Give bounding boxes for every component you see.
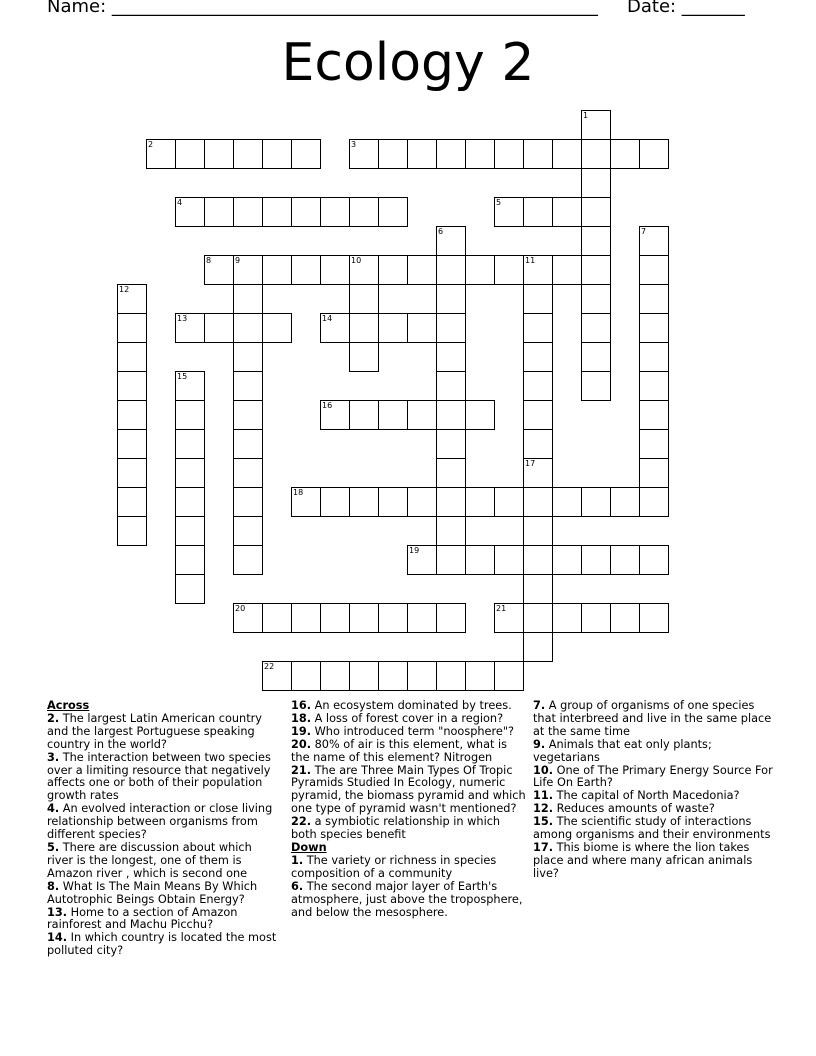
- grid-cell[interactable]: [320, 400, 350, 430]
- across-clue: [47, 752, 279, 804]
- grid-cell[interactable]: [233, 197, 263, 227]
- grid-cell[interactable]: [639, 139, 669, 169]
- across-clue: [47, 932, 279, 958]
- grid-cell[interactable]: [581, 342, 611, 372]
- grid-cell[interactable]: [581, 313, 611, 343]
- grid-cell[interactable]: [639, 371, 669, 401]
- across-clue: [291, 765, 529, 817]
- grid-cell[interactable]: [407, 661, 437, 691]
- down-clue: [533, 816, 773, 842]
- clue-number: 9.: [533, 737, 546, 751]
- grid-cell[interactable]: [117, 371, 147, 401]
- grid-cell[interactable]: [233, 284, 263, 314]
- cell-number: 22: [264, 662, 275, 671]
- grid-cell[interactable]: [262, 603, 292, 633]
- grid-cell[interactable]: [233, 516, 263, 546]
- clue-number: 3.: [47, 750, 60, 764]
- page-title: Ecology 2: [281, 33, 535, 93]
- clue-number: 16.: [291, 699, 312, 712]
- grid-cell[interactable]: [465, 487, 495, 517]
- grid-cell[interactable]: [465, 661, 495, 691]
- grid-cell[interactable]: [407, 545, 437, 575]
- grid-cell[interactable]: [175, 313, 205, 343]
- grid-cell[interactable]: [146, 139, 176, 169]
- grid-cell[interactable]: [639, 545, 669, 575]
- grid-cell[interactable]: [349, 487, 379, 517]
- grid-cell[interactable]: [523, 458, 553, 488]
- grid-cell[interactable]: [349, 139, 379, 169]
- clue-number: 4.: [47, 802, 60, 816]
- across-clue: [47, 842, 279, 881]
- clue-number: 11.: [533, 789, 554, 803]
- clue-text: 80% of air is this element, what is the name of this element? Nitrogen: [291, 737, 508, 764]
- grid-cell[interactable]: [407, 487, 437, 517]
- grid-cell[interactable]: [291, 255, 321, 285]
- grid-cell[interactable]: [436, 342, 466, 372]
- grid-cell[interactable]: [204, 255, 234, 285]
- grid-cell[interactable]: [465, 139, 495, 169]
- grid-cell[interactable]: [639, 255, 669, 285]
- clue-number: 12.: [533, 802, 554, 816]
- grid-cell[interactable]: [349, 197, 379, 227]
- cell-number: 6: [438, 227, 444, 236]
- grid-cell[interactable]: [117, 516, 147, 546]
- cell-number: 2: [148, 140, 154, 149]
- clue-text: There are discussion about which river is the longest, one of them is Amazon river , which is second one: [47, 840, 252, 880]
- clue-text: A group of organisms of one species that interbreed and live in the same place at the same time: [533, 699, 772, 738]
- grid-cell[interactable]: [378, 487, 408, 517]
- clue-number: 21.: [291, 763, 312, 777]
- clue-text: The are Three Main Types Of Tropic Pyramids Studied In Ecology, numeric pyramid, the biomass pyramid and which one type of pyramid wasn't mentioned?: [291, 763, 526, 816]
- clues-column-3: [533, 700, 773, 881]
- grid-cell[interactable]: [523, 197, 553, 227]
- clue-text: The scientific study of interactions among organisms and their environments: [533, 815, 771, 842]
- clue-number: 8.: [47, 879, 60, 893]
- grid-cell[interactable]: [552, 255, 582, 285]
- clue-text: In which country is located the most polluted city?: [47, 931, 277, 958]
- clue-number: 18.: [291, 711, 312, 725]
- grid-cell[interactable]: [175, 371, 205, 401]
- grid-cell[interactable]: [552, 487, 582, 517]
- grid-cell[interactable]: [639, 342, 669, 372]
- down-clue: [533, 842, 773, 881]
- clue-number: 1.: [291, 853, 304, 867]
- grid-cell[interactable]: [320, 487, 350, 517]
- grid-cell[interactable]: [117, 400, 147, 430]
- grid-cell[interactable]: [262, 313, 292, 343]
- grid-cell[interactable]: [465, 255, 495, 285]
- grid-cell[interactable]: [320, 313, 350, 343]
- cell-number: 15: [177, 372, 188, 381]
- grid-cell[interactable]: [610, 545, 640, 575]
- clue-number: 2.: [47, 711, 60, 725]
- clue-number: 14.: [47, 931, 68, 945]
- grid-cell[interactable]: [552, 197, 582, 227]
- grid-cell[interactable]: [465, 400, 495, 430]
- grid-cell[interactable]: [378, 139, 408, 169]
- clue-number: 13.: [47, 905, 68, 919]
- grid-cell[interactable]: [378, 255, 408, 285]
- grid-cell[interactable]: [436, 371, 466, 401]
- grid-cell[interactable]: [523, 545, 553, 575]
- clue-number: 7.: [533, 699, 546, 712]
- grid-cell[interactable]: [552, 545, 582, 575]
- grid-cell[interactable]: [175, 429, 205, 459]
- across-clue: [47, 803, 279, 842]
- grid-cell[interactable]: [581, 168, 611, 198]
- grid-cell[interactable]: [610, 139, 640, 169]
- across-clue: [291, 739, 529, 765]
- grid-cell[interactable]: [639, 400, 669, 430]
- grid-cell[interactable]: [320, 603, 350, 633]
- grid-cell[interactable]: [175, 197, 205, 227]
- grid-cell[interactable]: [523, 429, 553, 459]
- grid-cell[interactable]: [639, 313, 669, 343]
- grid-cell[interactable]: [436, 400, 466, 430]
- grid-cell[interactable]: [436, 603, 466, 633]
- down-clue: [533, 700, 773, 739]
- grid-cell[interactable]: [523, 342, 553, 372]
- across-clue: [47, 713, 279, 752]
- grid-cell[interactable]: [552, 139, 582, 169]
- grid-cell[interactable]: [175, 400, 205, 430]
- grid-cell[interactable]: [175, 139, 205, 169]
- grid-cell[interactable]: [436, 255, 466, 285]
- clue-text: This biome is where the lion takes place and where many african animals live?: [533, 840, 753, 880]
- clue-text: The capital of North Macedonia?: [556, 789, 740, 803]
- grid-cell[interactable]: [233, 400, 263, 430]
- grid-cell[interactable]: [494, 603, 524, 633]
- grid-cell[interactable]: [262, 197, 292, 227]
- grid-cell[interactable]: [175, 545, 205, 575]
- cell-number: 14: [322, 314, 333, 323]
- grid-cell[interactable]: [523, 284, 553, 314]
- grid-cell[interactable]: [117, 458, 147, 488]
- grid-cell[interactable]: [320, 661, 350, 691]
- clue-text: What Is The Main Means By Which Autotrophic Beings Obtain Energy?: [47, 879, 258, 906]
- grid-cell[interactable]: [436, 487, 466, 517]
- clue-text: The interaction between two species over a limiting resource that negatively affects one or both of their population growth rates: [47, 750, 271, 803]
- grid-cell[interactable]: [581, 197, 611, 227]
- grid-cell[interactable]: [233, 255, 263, 285]
- grid-cell[interactable]: [233, 458, 263, 488]
- clue-text: Reduces amounts of waste?: [556, 802, 715, 816]
- grid-cell[interactable]: [233, 139, 263, 169]
- cell-number: 8: [206, 256, 212, 265]
- clue-number: 5.: [47, 840, 60, 854]
- clue-text: The second major layer of Earth's atmosphere, just above the troposphere, and below the mesosphere.: [291, 879, 523, 919]
- grid-cell[interactable]: [494, 197, 524, 227]
- grid-cell[interactable]: [407, 603, 437, 633]
- cell-number: 19: [409, 546, 420, 555]
- grid-cell[interactable]: [581, 226, 611, 256]
- grid-cell[interactable]: [523, 313, 553, 343]
- cell-number: 7: [641, 227, 647, 236]
- grid-cell[interactable]: [291, 139, 321, 169]
- grid-cell[interactable]: [639, 458, 669, 488]
- grid-cell[interactable]: [494, 545, 524, 575]
- grid-cell[interactable]: [407, 139, 437, 169]
- cell-number: 18: [293, 488, 304, 497]
- grid-cell[interactable]: [494, 661, 524, 691]
- grid-cell[interactable]: [436, 545, 466, 575]
- cell-number: 11: [525, 256, 536, 265]
- grid-cell[interactable]: [378, 661, 408, 691]
- date-field[interactable]: Date: _______: [627, 0, 745, 17]
- grid-cell[interactable]: [407, 313, 437, 343]
- grid-cell[interactable]: [349, 284, 379, 314]
- grid-cell[interactable]: [175, 487, 205, 517]
- down-clue: [533, 739, 773, 765]
- grid-cell[interactable]: [117, 487, 147, 517]
- grid-cell[interactable]: [436, 661, 466, 691]
- grid-cell[interactable]: [552, 603, 582, 633]
- across-clue: [291, 816, 529, 842]
- grid-cell[interactable]: [117, 342, 147, 372]
- clue-number: 20.: [291, 737, 312, 751]
- grid-cell[interactable]: [378, 603, 408, 633]
- grid-cell[interactable]: [523, 487, 553, 517]
- grid-cell[interactable]: [233, 603, 263, 633]
- clue-text: Animals that eat only plants; vegetarians: [533, 737, 712, 764]
- grid-cell[interactable]: [378, 313, 408, 343]
- grid-cell[interactable]: [233, 371, 263, 401]
- grid-cell[interactable]: [291, 487, 321, 517]
- section-heading: Down: [291, 840, 327, 854]
- grid-cell[interactable]: [436, 516, 466, 546]
- grid-cell[interactable]: [639, 429, 669, 459]
- grid-cell[interactable]: [610, 603, 640, 633]
- grid-cell[interactable]: [494, 139, 524, 169]
- grid-cell[interactable]: [262, 139, 292, 169]
- grid-cell[interactable]: [494, 487, 524, 517]
- clue-text: Who introduced term "noosphere"?: [314, 724, 515, 738]
- grid-cell[interactable]: [436, 313, 466, 343]
- grid-cell[interactable]: [523, 516, 553, 546]
- grid-cell[interactable]: [262, 661, 292, 691]
- down-clue: [291, 855, 529, 881]
- cell-number: 5: [496, 198, 502, 207]
- grid-cell[interactable]: [639, 226, 669, 256]
- grid-cell[interactable]: [610, 487, 640, 517]
- clues-column-2: [291, 700, 529, 919]
- clue-number: 6.: [291, 879, 304, 893]
- down-clue: [533, 765, 773, 791]
- grid-cell[interactable]: [581, 139, 611, 169]
- grid-cell[interactable]: [233, 545, 263, 575]
- grid-cell[interactable]: [320, 197, 350, 227]
- grid-cell[interactable]: [407, 400, 437, 430]
- grid-cell[interactable]: [320, 255, 350, 285]
- grid-cell[interactable]: [378, 197, 408, 227]
- cell-number: 10: [351, 256, 362, 265]
- grid-cell[interactable]: [349, 661, 379, 691]
- name-field[interactable]: Name: ______________________________________________________: [47, 0, 598, 17]
- across-clue: [47, 881, 279, 907]
- grid-cell[interactable]: [581, 284, 611, 314]
- grid-cell[interactable]: [349, 313, 379, 343]
- clue-text: Home to a section of Amazon rainforest and Machu Picchu?: [47, 905, 238, 932]
- cell-number: 3: [351, 140, 357, 149]
- grid-cell[interactable]: [175, 458, 205, 488]
- grid-cell[interactable]: [349, 255, 379, 285]
- grid-cell[interactable]: [175, 516, 205, 546]
- cell-number: 12: [119, 285, 130, 294]
- clue-text: The largest Latin American country and the largest Portuguese speaking country in the world?: [47, 711, 262, 751]
- grid-cell[interactable]: [407, 255, 437, 285]
- clue-text: a symbiotic relationship in which both species benefit: [291, 815, 501, 842]
- grid-cell[interactable]: [436, 458, 466, 488]
- grid-cell[interactable]: [581, 603, 611, 633]
- grid-cell[interactable]: [262, 255, 292, 285]
- across-clue: [47, 907, 279, 933]
- grid-cell[interactable]: [523, 400, 553, 430]
- grid-cell[interactable]: [117, 429, 147, 459]
- grid-cell[interactable]: [581, 487, 611, 517]
- grid-cell[interactable]: [204, 139, 234, 169]
- cell-number: 1: [583, 111, 589, 120]
- cell-number: 16: [322, 401, 333, 410]
- grid-cell[interactable]: [639, 487, 669, 517]
- grid-cell[interactable]: [349, 603, 379, 633]
- clue-number: 15.: [533, 815, 554, 829]
- clue-number: 17.: [533, 840, 554, 854]
- cell-number: 20: [235, 604, 246, 613]
- grid-cell[interactable]: [465, 545, 495, 575]
- grid-cell[interactable]: [117, 313, 147, 343]
- grid-cell[interactable]: [639, 284, 669, 314]
- grid-cell[interactable]: [291, 661, 321, 691]
- grid-cell[interactable]: [436, 139, 466, 169]
- grid-cell[interactable]: [291, 603, 321, 633]
- grid-cell[interactable]: [117, 284, 147, 314]
- grid-cell[interactable]: [436, 284, 466, 314]
- clue-text: An evolved interaction or close living relationship between organisms from different species?: [47, 802, 273, 842]
- grid-cell[interactable]: [523, 603, 553, 633]
- grid-cell[interactable]: [581, 110, 611, 140]
- grid-cell[interactable]: [494, 255, 524, 285]
- cell-number: 17: [525, 459, 536, 468]
- cell-number: 13: [177, 314, 188, 323]
- clue-number: 19.: [291, 724, 312, 738]
- grid-cell[interactable]: [349, 342, 379, 372]
- cell-number: 21: [496, 604, 507, 613]
- grid-cell[interactable]: [523, 139, 553, 169]
- grid-cell[interactable]: [204, 313, 234, 343]
- grid-cell[interactable]: [175, 574, 205, 604]
- grid-cell[interactable]: [523, 255, 553, 285]
- grid-cell[interactable]: [233, 429, 263, 459]
- grid-cell[interactable]: [581, 545, 611, 575]
- grid-cell[interactable]: [436, 429, 466, 459]
- clue-text: One of The Primary Energy Source For Life On Earth?: [533, 763, 773, 790]
- grid-cell[interactable]: [233, 342, 263, 372]
- cell-number: 4: [177, 198, 183, 207]
- grid-cell[interactable]: [581, 371, 611, 401]
- grid-cell[interactable]: [436, 226, 466, 256]
- grid-cell[interactable]: [233, 313, 263, 343]
- grid-cell[interactable]: [233, 487, 263, 517]
- grid-cell[interactable]: [523, 574, 553, 604]
- clue-text: The variety or richness in species composition of a community: [291, 853, 497, 880]
- clue-text: A loss of forest cover in a region?: [314, 711, 504, 725]
- grid-cell[interactable]: [349, 400, 379, 430]
- grid-cell[interactable]: [639, 603, 669, 633]
- grid-cell[interactable]: [523, 371, 553, 401]
- clue-number: 10.: [533, 763, 554, 777]
- clue-number: 22.: [291, 815, 312, 829]
- grid-cell[interactable]: [378, 400, 408, 430]
- grid-cell[interactable]: [291, 197, 321, 227]
- down-clue: [291, 881, 529, 920]
- grid-cell[interactable]: [204, 197, 234, 227]
- clues-column-1: [47, 700, 279, 958]
- grid-cell[interactable]: [523, 632, 553, 662]
- section-heading: Across: [47, 699, 90, 712]
- cell-number: 9: [235, 256, 241, 265]
- clue-text: An ecosystem dominated by trees.: [314, 699, 512, 712]
- grid-cell[interactable]: [581, 255, 611, 285]
